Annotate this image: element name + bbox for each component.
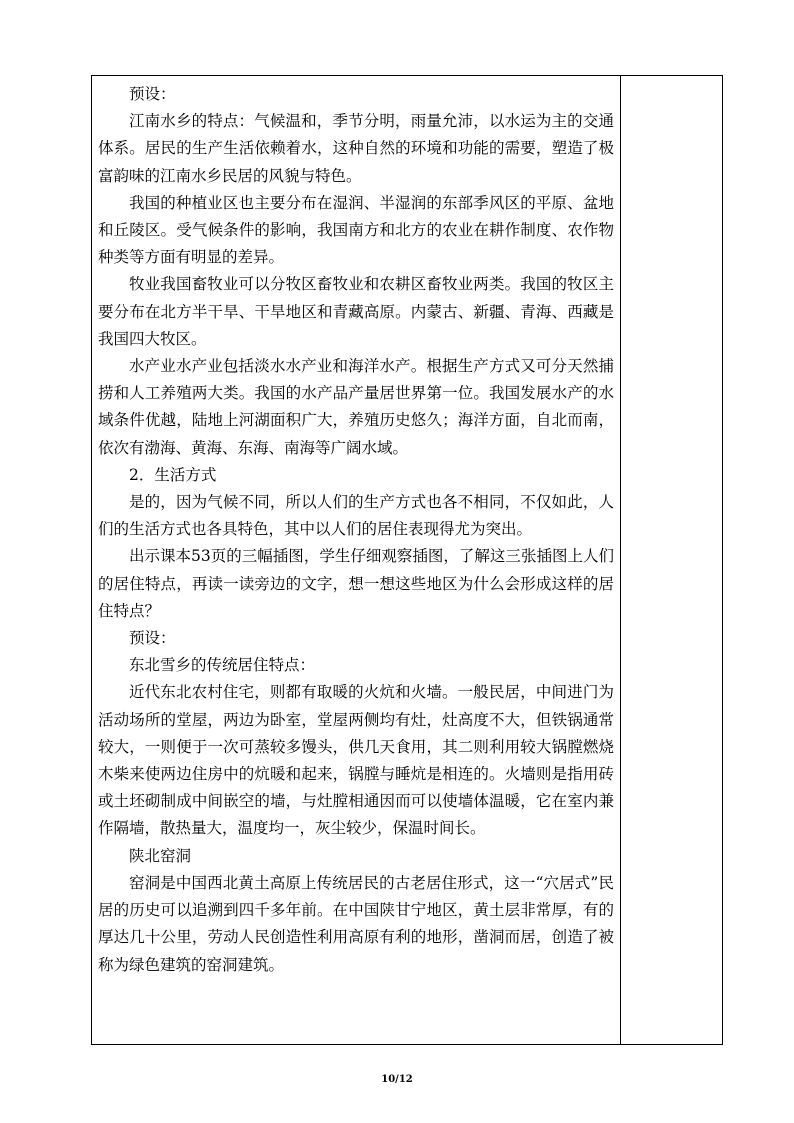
paragraph: 东北雪乡的传统居住特点： bbox=[129, 656, 316, 675]
column-divider bbox=[620, 76, 621, 1044]
notes-cell bbox=[622, 77, 721, 1043]
paragraph: 牧业我国畜牧业可以分牧区畜牧业和农耕区畜牧业两类。我国的牧区主要分布在北方半干旱、干旱地区和青藏高原。内蒙古、新疆、青海、西藏是我国四大牧区。 bbox=[98, 275, 614, 348]
paragraph: 我国的种植业区也主要分布在湿润、半湿润的东部季风区的平原、盆地和丘陵区。受气候条件的影响，我国南方和北方的农业在耕作制度、农作物种类等方面有明显的差异。 bbox=[98, 193, 614, 267]
paragraph: 预设： bbox=[129, 85, 176, 103]
paragraph: 近代东北农村住宅，则都有取暖的火炕和火墙。一般民居，中间进门为活动场所的堂屋，两边为卧室，堂屋两侧均有灶，灶高度不大，但铁锅通常较大，一则便于一次可蒸较多馒头，供几天食用，其二则利用较大锅膛燃烧木柴来使两边住房中的炕暖和起来，锅膛与睡炕是相连的。火墙则是指用砖或土坯砌制成中间嵌空的墙，与灶膛相通因而可以使墙体温暖，它在室内兼作隔墙，散热量大，温度均一，灰尘较少，保温时间长。 bbox=[98, 683, 614, 838]
paragraph: 出示课本53页的三幅插图，学生仔细观察插图，了解这三张插图上人们的居住特点，再读一读旁边的文字，想一想这些地区为什么会形成这样的居住特点？ bbox=[98, 547, 614, 620]
paragraph: 是的，因为气候不同，所以人们的生产方式也各不相同，不仅如此，人们的生活方式也各具特色，其中以人们的居住表现得尤为突出。 bbox=[98, 493, 614, 539]
document-table bbox=[91, 75, 723, 1045]
paragraph: 预设： bbox=[129, 629, 176, 648]
main-content-cell bbox=[93, 77, 619, 1043]
page-number: 10/12 bbox=[381, 1074, 413, 1085]
section-heading: 2．生活方式 bbox=[129, 465, 217, 484]
paragraph: 水产业水产业包括淡水水产业和海洋水产。根据生产方式又可分天然捕捞和人工养殖两大类。我国的水产品产量居世界第一位。我国发展水产的水域条件优越，陆地上河湖面积广大，养殖历史悠久；海洋方面，自北而南，依次有渤海、黄海、东海、南海等广阔水域。 bbox=[98, 357, 614, 457]
lesson-text bbox=[98, 81, 614, 979]
paragraph: 窑洞是中国西北黄土高原上传统居民的古老居住形式，这一“穴居式”民居的历史可以追溯到四千多年前。在中国陕甘宁地区，黄土层非常厚，有的厚达几十公里，劳动人民创造性利用高原有利的地形，凿洞而居，创造了被称为绿色建筑的窑洞建筑。 bbox=[98, 873, 614, 974]
paragraph: 江南水乡的特点：气候温和，季节分明，雨量允沛，以水运为主的交通体系。居民的生产生活依赖着水，这种自然的环境和功能的需要，塑造了极富韵味的江南水乡民居的风貌与特色。 bbox=[98, 112, 614, 185]
paragraph: 陕北窑洞 bbox=[129, 846, 192, 865]
